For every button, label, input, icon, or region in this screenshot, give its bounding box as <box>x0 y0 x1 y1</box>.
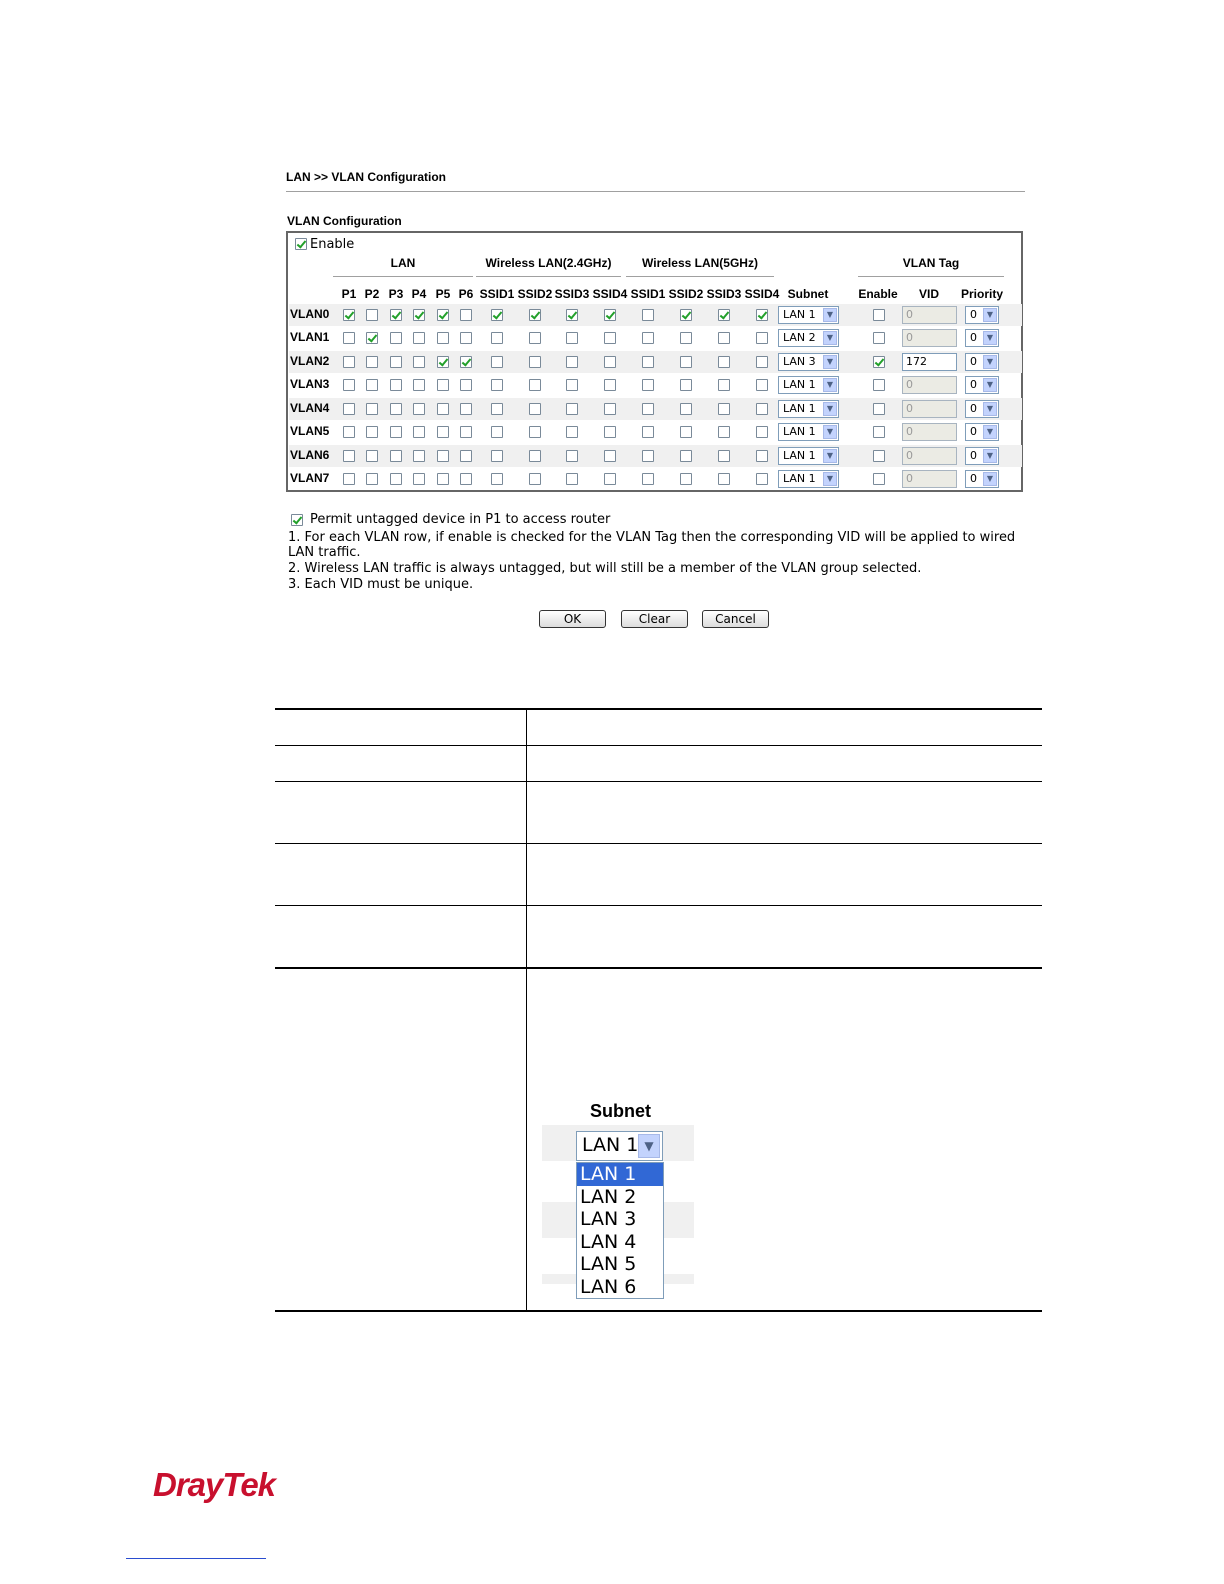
vlan-enable-checkbox[interactable] <box>295 238 307 250</box>
group-header-vlan-tag: VLAN Tag <box>902 256 960 270</box>
wlan5-ssid-checkbox[interactable] <box>718 332 730 344</box>
wlan5-ssid-checkbox[interactable] <box>642 450 654 462</box>
lan-port-checkbox[interactable] <box>437 426 449 438</box>
column-header-lan-port: P6 <box>458 287 474 301</box>
vlan-row-label: VLAN1 <box>290 330 330 344</box>
wlan5-ssid-checkbox[interactable] <box>756 426 768 438</box>
chevron-down-icon: ▼ <box>983 331 997 345</box>
subnet-value: LAN 1 <box>783 472 816 485</box>
vlan-row-label: VLAN5 <box>290 424 330 438</box>
subnet-value: LAN 2 <box>783 331 816 344</box>
vid-input[interactable]: 172 <box>902 353 957 371</box>
wlan5-ssid-checkbox[interactable] <box>642 403 654 415</box>
table-row-rule <box>275 781 1042 782</box>
lan-port-checkbox[interactable] <box>460 332 472 344</box>
wlan5-ssid-checkbox[interactable] <box>642 426 654 438</box>
wlan24-ssid-checkbox[interactable] <box>529 403 541 415</box>
lan-port-checkbox[interactable] <box>390 473 402 485</box>
priority-value: 0 <box>970 378 977 391</box>
priority-value: 0 <box>970 355 977 368</box>
chevron-down-icon: ▼ <box>983 472 997 486</box>
wlan5-ssid-checkbox[interactable] <box>718 379 730 391</box>
wlan24-ssid-checkbox[interactable] <box>604 309 616 321</box>
vlan-row-label: VLAN0 <box>290 307 330 321</box>
table-bottom-rule <box>275 1310 1042 1312</box>
subnet-select[interactable] <box>778 423 839 441</box>
wlan5-ssid-checkbox[interactable] <box>718 403 730 415</box>
wlan5-ssid-checkbox[interactable] <box>756 309 768 321</box>
table-top-rule <box>275 708 1042 710</box>
lan-port-checkbox[interactable] <box>390 450 402 462</box>
lan-port-checkbox[interactable] <box>366 426 378 438</box>
group-header-wlan-24: Wireless LAN(2.4GHz) <box>485 256 612 270</box>
chevron-down-icon: ▼ <box>638 1134 660 1158</box>
wlan5-ssid-checkbox[interactable] <box>680 332 692 344</box>
table-row-rule <box>275 843 1042 844</box>
subnet-value: LAN 1 <box>783 308 816 321</box>
priority-select[interactable] <box>965 447 999 465</box>
wlan24-ssid-checkbox[interactable] <box>491 450 503 462</box>
wlan24-ssid-checkbox[interactable] <box>529 426 541 438</box>
column-header-priority: Priority <box>960 287 1003 301</box>
chevron-down-icon: ▼ <box>823 331 837 345</box>
vlan-tag-enable-checkbox[interactable] <box>873 473 885 485</box>
wlan24-ssid-checkbox[interactable] <box>491 473 503 485</box>
priority-value: 0 <box>970 425 977 438</box>
wlan24-ssid-checkbox[interactable] <box>491 309 503 321</box>
subnet-value: LAN 1 <box>783 425 816 438</box>
group-underline <box>333 276 473 277</box>
chevron-down-icon: ▼ <box>823 355 837 369</box>
wlan5-ssid-checkbox[interactable] <box>756 332 768 344</box>
subnet-select[interactable] <box>778 376 839 394</box>
column-header-tag-enable: Enable <box>858 287 898 301</box>
lan-port-checkbox[interactable] <box>437 356 449 368</box>
wlan24-ssid-checkbox[interactable] <box>529 332 541 344</box>
subnet-value: LAN 1 <box>783 378 816 391</box>
lan-port-checkbox[interactable] <box>366 473 378 485</box>
wlan24-ssid-checkbox[interactable] <box>604 356 616 368</box>
wlan5-ssid-checkbox[interactable] <box>642 356 654 368</box>
chevron-down-icon: ▼ <box>823 402 837 416</box>
lan-port-checkbox[interactable] <box>460 309 472 321</box>
subnet-option[interactable]: LAN 3 <box>580 1208 637 1230</box>
wlan24-ssid-checkbox[interactable] <box>529 450 541 462</box>
vid-input[interactable]: 0 <box>902 470 957 488</box>
group-header-lan: LAN <box>390 256 416 270</box>
table-row-rule <box>275 745 1042 746</box>
column-header-vid: VID <box>918 287 939 301</box>
subnet-option[interactable]: LAN 2 <box>580 1185 637 1208</box>
wlan24-ssid-checkbox[interactable] <box>529 356 541 368</box>
vlan-tag-enable-checkbox[interactable] <box>873 403 885 415</box>
vlan-row-label: VLAN4 <box>290 401 330 415</box>
lan-port-checkbox[interactable] <box>343 426 355 438</box>
vid-input[interactable]: 0 <box>902 400 957 418</box>
column-header-lan-port: P2 <box>364 287 380 301</box>
group-header-wlan-5: Wireless LAN(5GHz) <box>642 256 758 270</box>
illus-selected-value: LAN 1 <box>582 1134 639 1156</box>
chevron-down-icon: ▼ <box>983 308 997 322</box>
illus-subnet-options <box>576 1162 664 1299</box>
lan-port-checkbox[interactable] <box>460 426 472 438</box>
wlan5-ssid-checkbox[interactable] <box>680 403 692 415</box>
vlan-row-label: VLAN3 <box>290 377 330 391</box>
table-row-rule <box>275 905 1042 906</box>
chevron-down-icon: ▼ <box>823 425 837 439</box>
illus-subnet-title: Subnet <box>590 1101 651 1121</box>
vid-input[interactable]: 0 <box>902 423 957 441</box>
vid-input[interactable]: 0 <box>902 329 957 347</box>
column-header-wlan24-ssid: SSID4 <box>592 287 628 301</box>
vid-input[interactable]: 0 <box>902 306 957 324</box>
priority-select[interactable] <box>965 400 999 418</box>
subnet-option[interactable]: LAN 4 <box>580 1230 637 1253</box>
lan-port-checkbox[interactable] <box>366 332 378 344</box>
vlan-tag-enable-checkbox[interactable] <box>873 356 885 368</box>
lan-port-checkbox[interactable] <box>390 379 402 391</box>
wlan5-ssid-checkbox[interactable] <box>680 450 692 462</box>
lan-port-checkbox[interactable] <box>366 403 378 415</box>
lan-port-checkbox[interactable] <box>366 356 378 368</box>
illus-subnet-select[interactable] <box>576 1131 663 1161</box>
wlan24-ssid-checkbox[interactable] <box>604 332 616 344</box>
lan-port-checkbox[interactable] <box>413 403 425 415</box>
wlan24-ssid-checkbox[interactable] <box>529 379 541 391</box>
wlan24-ssid-checkbox[interactable] <box>491 426 503 438</box>
vid-input[interactable]: 0 <box>902 376 957 394</box>
wlan5-ssid-checkbox[interactable] <box>756 403 768 415</box>
priority-value: 0 <box>970 449 977 462</box>
column-header-wlan5-ssid: SSID1 <box>630 287 666 301</box>
lan-port-checkbox[interactable] <box>437 450 449 462</box>
column-header-wlan5-ssid: SSID4 <box>744 287 780 301</box>
wlan5-ssid-checkbox[interactable] <box>680 379 692 391</box>
wlan24-ssid-checkbox[interactable] <box>566 426 578 438</box>
wlan5-ssid-checkbox[interactable] <box>680 426 692 438</box>
wlan24-ssid-checkbox[interactable] <box>566 450 578 462</box>
lan-port-checkbox[interactable] <box>460 379 472 391</box>
lan-port-checkbox[interactable] <box>390 426 402 438</box>
priority-select[interactable] <box>965 306 999 324</box>
wlan5-ssid-checkbox[interactable] <box>642 332 654 344</box>
wlan24-ssid-checkbox[interactable] <box>491 332 503 344</box>
lan-port-checkbox[interactable] <box>343 379 355 391</box>
lan-port-checkbox[interactable] <box>390 356 402 368</box>
group-underline <box>476 276 621 277</box>
wlan5-ssid-checkbox[interactable] <box>680 473 692 485</box>
wlan24-ssid-checkbox[interactable] <box>604 403 616 415</box>
wlan5-ssid-checkbox[interactable] <box>756 473 768 485</box>
wlan5-ssid-checkbox[interactable] <box>642 473 654 485</box>
wlan24-ssid-checkbox[interactable] <box>529 309 541 321</box>
permit-untagged-label: Permit untagged device in P1 to access router <box>310 512 611 527</box>
permit-untagged-checkbox[interactable] <box>291 514 303 526</box>
wlan24-ssid-checkbox[interactable] <box>566 473 578 485</box>
vlan-enable-label: Enable <box>310 237 355 252</box>
wlan24-ssid-checkbox[interactable] <box>604 379 616 391</box>
vlan-tag-enable-checkbox[interactable] <box>873 426 885 438</box>
note-3: 3. Each VID must be unique. <box>288 577 474 592</box>
wlan24-ssid-checkbox[interactable] <box>491 403 503 415</box>
group-underline <box>626 276 774 277</box>
wlan24-ssid-checkbox[interactable] <box>604 426 616 438</box>
lan-port-checkbox[interactable] <box>460 450 472 462</box>
lan-port-checkbox[interactable] <box>413 379 425 391</box>
wlan5-ssid-checkbox[interactable] <box>718 473 730 485</box>
chevron-down-icon: ▼ <box>823 449 837 463</box>
lan-port-checkbox[interactable] <box>343 473 355 485</box>
ok-button[interactable]: OK <box>539 610 606 628</box>
wlan5-ssid-checkbox[interactable] <box>642 309 654 321</box>
chevron-down-icon: ▼ <box>823 308 837 322</box>
wlan24-ssid-checkbox[interactable] <box>529 473 541 485</box>
column-header-lan-port: P3 <box>388 287 404 301</box>
column-header-wlan24-ssid: SSID3 <box>554 287 590 301</box>
wlan5-ssid-checkbox[interactable] <box>642 379 654 391</box>
priority-select[interactable] <box>965 423 999 441</box>
lan-port-checkbox[interactable] <box>366 309 378 321</box>
priority-select[interactable] <box>965 470 999 488</box>
footer-rule <box>126 1558 266 1559</box>
breadcrumb-divider <box>286 191 1025 192</box>
subnet-option[interactable]: LAN 5 <box>580 1253 637 1275</box>
subnet-select[interactable] <box>778 353 839 371</box>
chevron-down-icon: ▼ <box>983 449 997 463</box>
lan-port-checkbox[interactable] <box>390 332 402 344</box>
vlan-row-label: VLAN2 <box>290 354 330 368</box>
column-header-lan-port: P1 <box>341 287 357 301</box>
wlan24-ssid-checkbox[interactable] <box>566 309 578 321</box>
wlan24-ssid-checkbox[interactable] <box>604 450 616 462</box>
chevron-down-icon: ▼ <box>823 378 837 392</box>
wlan5-ssid-checkbox[interactable] <box>680 356 692 368</box>
subnet-select[interactable] <box>778 400 839 418</box>
lan-port-checkbox[interactable] <box>413 356 425 368</box>
lan-port-checkbox[interactable] <box>413 473 425 485</box>
lan-port-checkbox[interactable] <box>460 356 472 368</box>
wlan5-ssid-checkbox[interactable] <box>718 426 730 438</box>
vlan-tag-enable-checkbox[interactable] <box>873 450 885 462</box>
priority-value: 0 <box>970 472 977 485</box>
chevron-down-icon: ▼ <box>983 378 997 392</box>
subnet-option[interactable]: LAN 6 <box>580 1275 637 1298</box>
wlan24-ssid-checkbox[interactable] <box>566 356 578 368</box>
column-header-subnet: Subnet <box>787 287 829 301</box>
column-header-wlan24-ssid: SSID2 <box>517 287 553 301</box>
priority-value: 0 <box>970 331 977 344</box>
lan-port-checkbox[interactable] <box>413 450 425 462</box>
wlan5-ssid-checkbox[interactable] <box>718 356 730 368</box>
wlan5-ssid-checkbox[interactable] <box>756 379 768 391</box>
lan-port-checkbox[interactable] <box>437 309 449 321</box>
draytek-logo: DrayTek <box>153 1466 276 1503</box>
wlan24-ssid-checkbox[interactable] <box>604 473 616 485</box>
lan-port-checkbox[interactable] <box>413 309 425 321</box>
chevron-down-icon: ▼ <box>823 472 837 486</box>
priority-value: 0 <box>970 402 977 415</box>
vlan-row-label: VLAN6 <box>290 448 330 462</box>
wlan24-ssid-checkbox[interactable] <box>491 379 503 391</box>
vlan-tag-enable-checkbox[interactable] <box>873 379 885 391</box>
column-header-lan-port: P4 <box>411 287 427 301</box>
vlan-row-label: VLAN7 <box>290 471 330 485</box>
vlan-tag-enable-checkbox[interactable] <box>873 309 885 321</box>
lan-port-checkbox[interactable] <box>437 473 449 485</box>
note-2: 2. Wireless LAN traffic is always untagged, but will still be a member of the VLAN group selected. <box>288 561 922 576</box>
cancel-button[interactable]: Cancel <box>702 610 769 628</box>
chevron-down-icon: ▼ <box>983 402 997 416</box>
lan-port-checkbox[interactable] <box>437 379 449 391</box>
clear-button[interactable]: Clear <box>621 610 688 628</box>
lan-port-checkbox[interactable] <box>390 309 402 321</box>
lan-port-checkbox[interactable] <box>366 379 378 391</box>
lan-port-checkbox[interactable] <box>437 403 449 415</box>
wlan5-ssid-checkbox[interactable] <box>756 450 768 462</box>
subnet-option[interactable]: LAN 1 <box>577 1163 663 1186</box>
subnet-value: LAN 3 <box>783 355 816 368</box>
column-header-wlan24-ssid: SSID1 <box>479 287 515 301</box>
chevron-down-icon: ▼ <box>983 425 997 439</box>
wlan24-ssid-checkbox[interactable] <box>566 403 578 415</box>
priority-select[interactable] <box>965 329 999 347</box>
chevron-down-icon: ▼ <box>983 355 997 369</box>
wlan24-ssid-checkbox[interactable] <box>566 332 578 344</box>
wlan5-ssid-checkbox[interactable] <box>680 309 692 321</box>
lan-port-checkbox[interactable] <box>343 309 355 321</box>
vlan-tag-enable-checkbox[interactable] <box>873 332 885 344</box>
lan-port-checkbox[interactable] <box>343 356 355 368</box>
subnet-value: LAN 1 <box>783 402 816 415</box>
subnet-select[interactable] <box>778 329 839 347</box>
lan-port-checkbox[interactable] <box>460 473 472 485</box>
wlan5-ssid-checkbox[interactable] <box>756 356 768 368</box>
subnet-value: LAN 1 <box>783 449 816 462</box>
lan-port-checkbox[interactable] <box>413 426 425 438</box>
lan-port-checkbox[interactable] <box>343 403 355 415</box>
column-header-wlan5-ssid: SSID2 <box>668 287 704 301</box>
lan-port-checkbox[interactable] <box>366 450 378 462</box>
lan-port-checkbox[interactable] <box>343 332 355 344</box>
breadcrumb: LAN >> VLAN Configuration <box>286 170 446 184</box>
column-header-wlan5-ssid: SSID3 <box>706 287 742 301</box>
vid-input[interactable]: 0 <box>902 447 957 465</box>
lan-port-checkbox[interactable] <box>437 332 449 344</box>
lan-port-checkbox[interactable] <box>343 450 355 462</box>
note-1: 1. For each VLAN row, if enable is checked for the VLAN Tag then the corresponding VID will be applied to wired LAN traffic. <box>288 530 1016 560</box>
subnet-select[interactable] <box>778 447 839 465</box>
wlan5-ssid-checkbox[interactable] <box>718 450 730 462</box>
lan-port-checkbox[interactable] <box>413 332 425 344</box>
wlan24-ssid-checkbox[interactable] <box>566 379 578 391</box>
subnet-select[interactable] <box>778 470 839 488</box>
lan-port-checkbox[interactable] <box>390 403 402 415</box>
group-underline <box>858 276 1004 277</box>
column-header-lan-port: P5 <box>435 287 451 301</box>
table-column-divider <box>526 708 527 1312</box>
priority-select[interactable] <box>965 353 999 371</box>
priority-value: 0 <box>970 308 977 321</box>
table-row-rule <box>275 967 1042 969</box>
priority-select[interactable] <box>965 376 999 394</box>
wlan5-ssid-checkbox[interactable] <box>718 309 730 321</box>
subnet-select[interactable] <box>778 306 839 324</box>
section-title: VLAN Configuration <box>287 214 402 228</box>
wlan24-ssid-checkbox[interactable] <box>491 356 503 368</box>
lan-port-checkbox[interactable] <box>460 403 472 415</box>
